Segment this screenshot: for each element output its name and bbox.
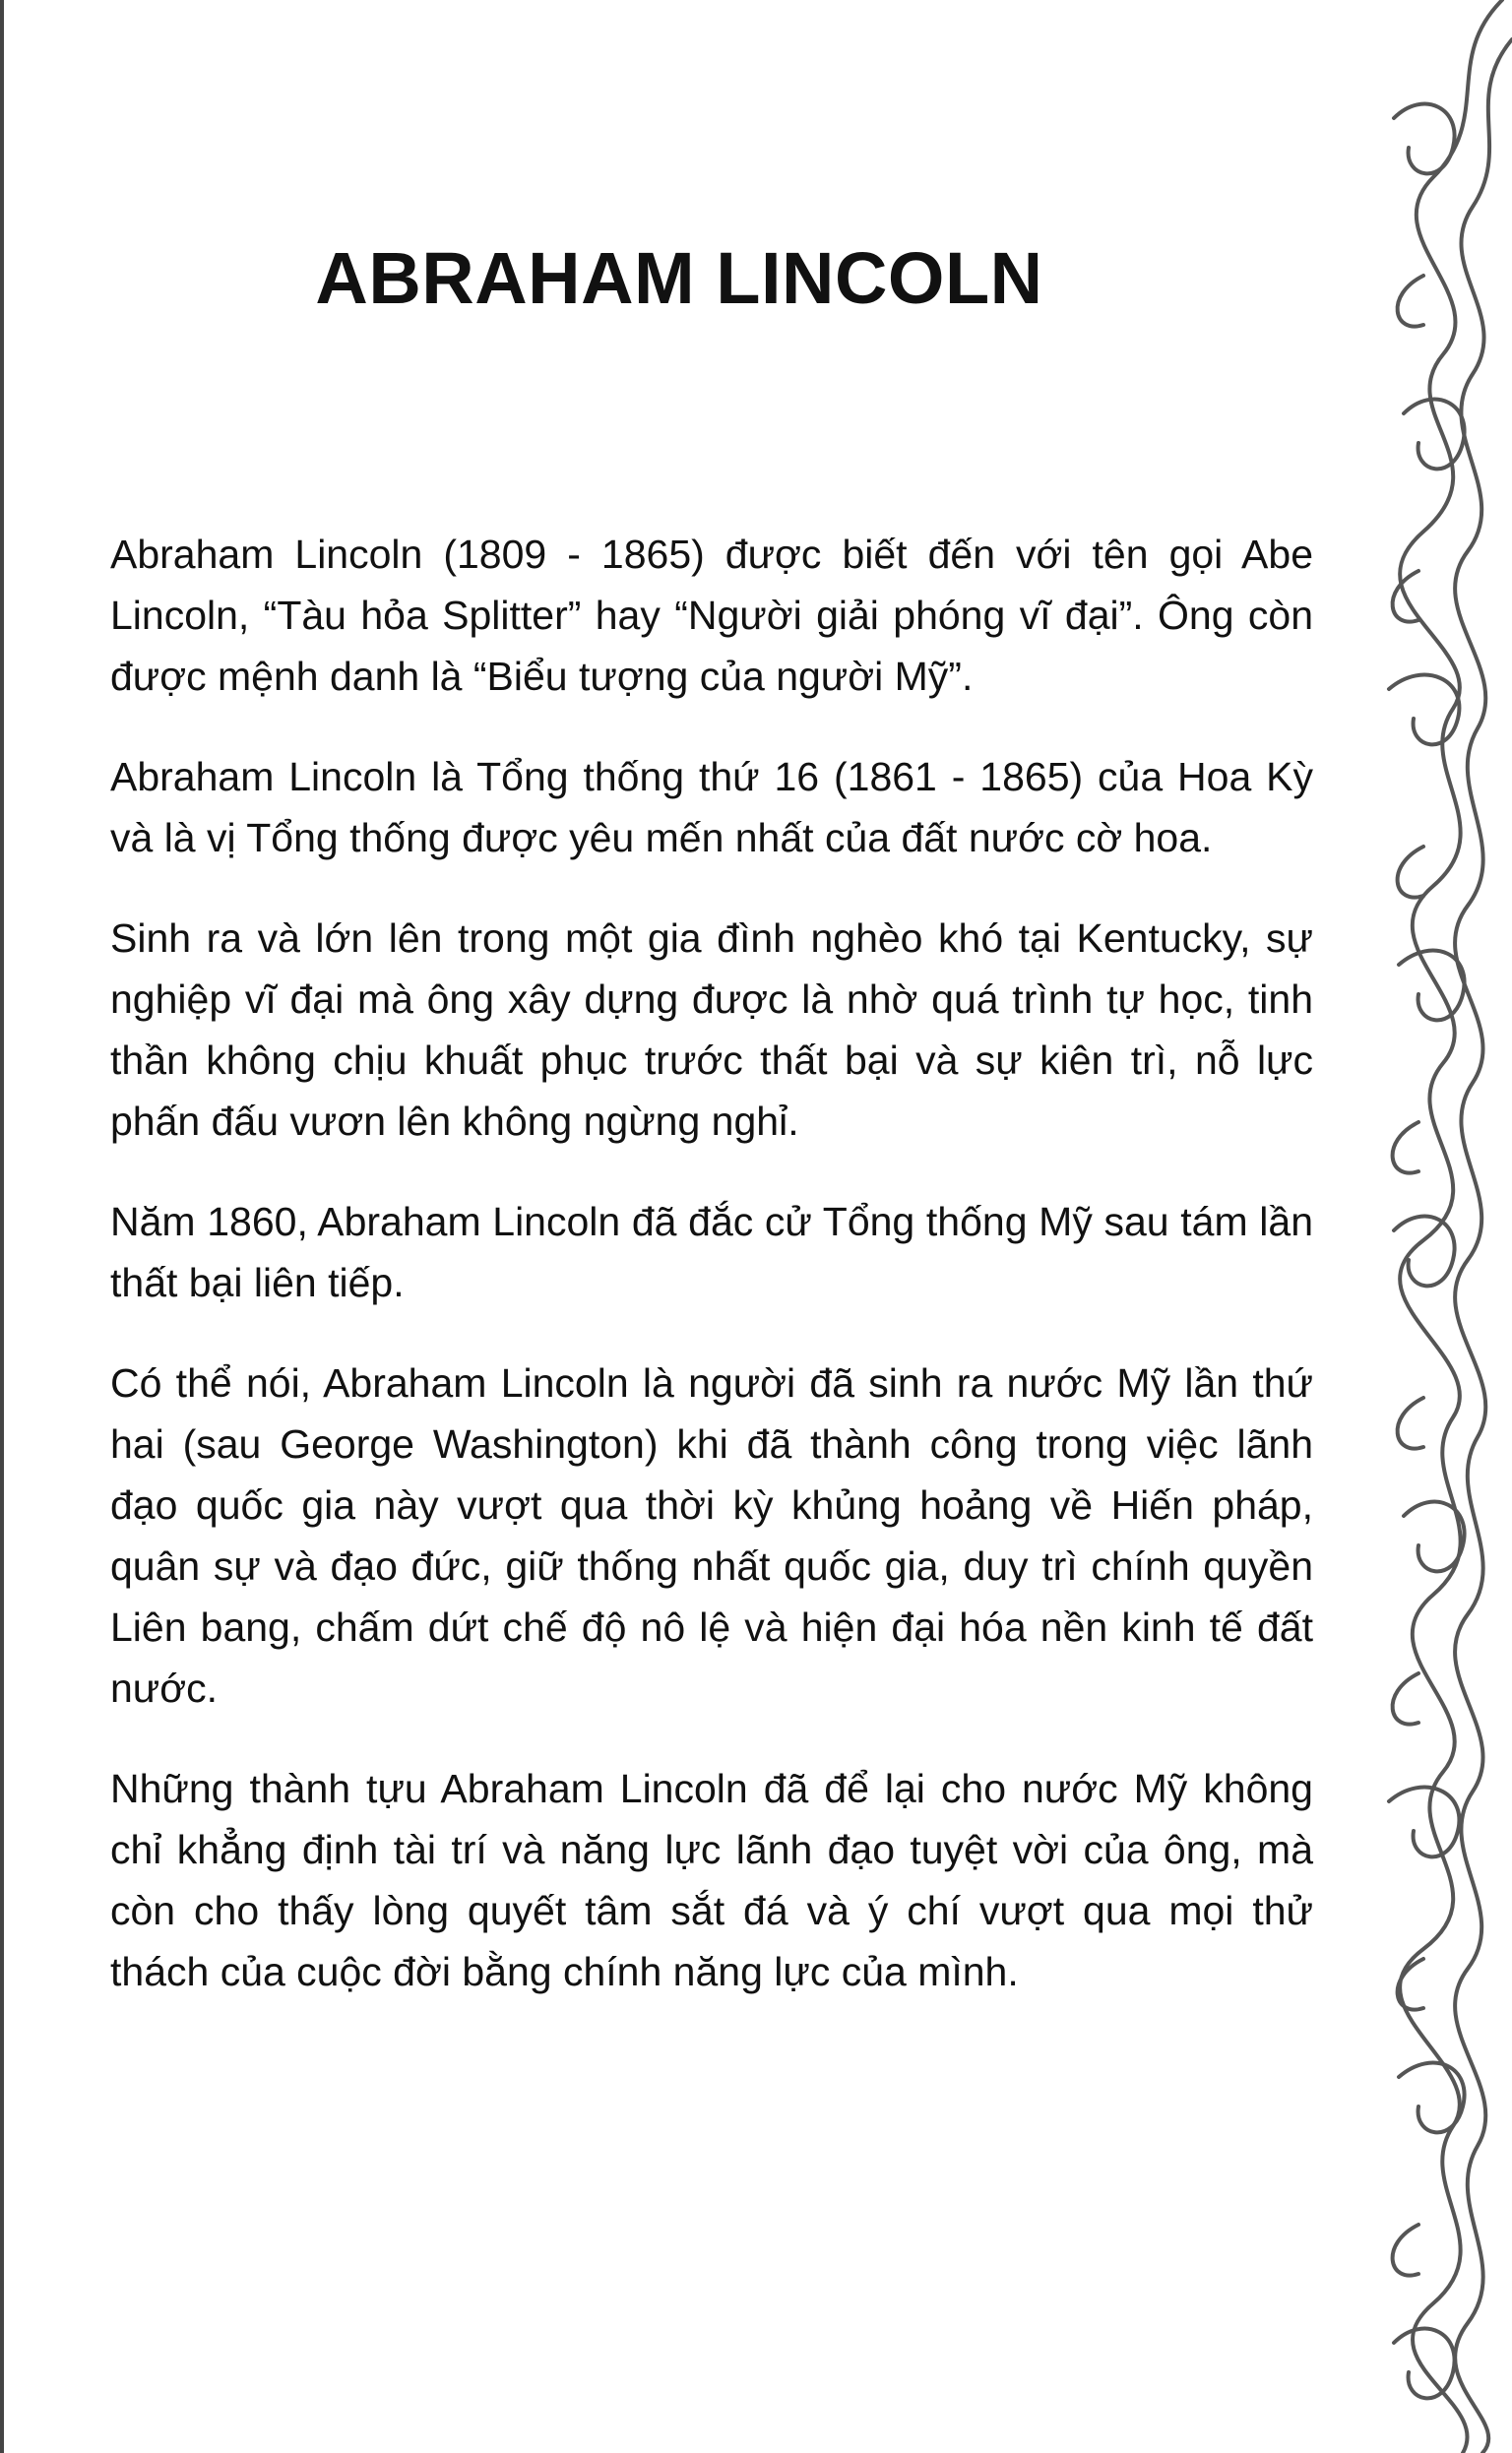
paragraph: Sinh ra và lớn lên trong một gia đình nghèo khó tại Kentucky, sự nghiệp vĩ đại mà ông xây dựng được là nhờ quá trình tự học, tinh thần không chịu khuất phục trước thất bại và sự kiên trì, nỗ lực phấn đấu vươn lên không ngừng nghỉ.: [110, 915, 1313, 1144]
body-text: [110, 524, 1313, 2042]
paragraph: Có thể nói, Abraham Lincoln là người đã sinh ra nước Mỹ lần thứ hai (sau George Washington) khi đã thành công trong việc lãnh đạo quốc gia này vượt qua thời kỳ khủng hoảng về Hiến pháp, quân sự và đạo đức, giữ thống nhất quốc gia, duy trì chính quyền Liên bang, chấm dứt chế độ nô lệ và hiện đại hóa nền kinh tế đất nước.: [110, 1360, 1313, 1711]
page-left-edge: [0, 0, 4, 2453]
paragraph: Những thành tựu Abraham Lincoln đã để lại cho nước Mỹ không chỉ khẳng định tài trí và năng lực lãnh đạo tuyệt vời của ông, mà còn cho thấy lòng quyết tâm sắt đá và ý chí vượt qua mọi thử thách của cuộc đời bằng chính năng lực của mình.: [110, 1766, 1313, 1994]
paragraph: Abraham Lincoln là Tổng thống thứ 16 (1861 - 1865) của Hoa Kỳ và là vị Tổng thống được yêu mến nhất của đất nước cờ hoa.: [110, 754, 1313, 860]
decorative-border-ornament: [1364, 0, 1512, 2453]
paragraph: Năm 1860, Abraham Lincoln đã đắc cử Tổng thống Mỹ sau tám lần thất bại liên tiếp.: [110, 1199, 1313, 1305]
paragraph: Abraham Lincoln (1809 - 1865) được biết đến với tên gọi Abe Lincoln, “Tàu hỏa Splitter” hay “Người giải phóng vĩ đại”. Ông còn được mệnh danh là “Biểu tượng của người Mỹ”.: [110, 532, 1313, 699]
page-title: ABRAHAM LINCOLN: [315, 237, 1043, 319]
